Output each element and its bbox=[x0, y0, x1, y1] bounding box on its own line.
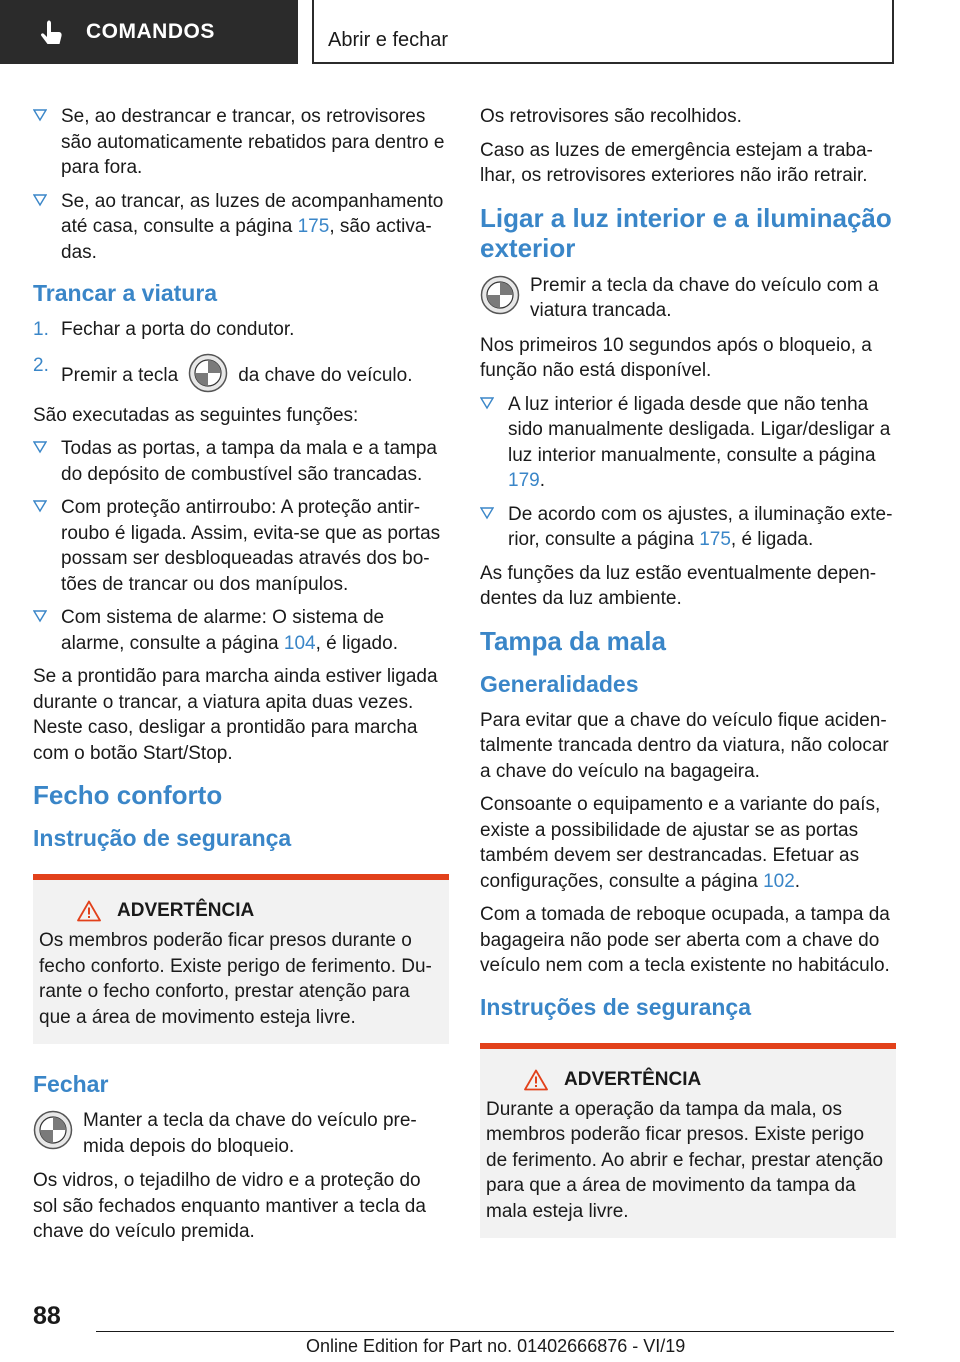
paragraph-text: Consoante o equipamento e a variante do país, existe a possibilidade de ajustar se as portas também devem ser destrancadas. Efetuar as configurações, consulte a página bbox=[480, 794, 881, 892]
step-text: Premir a tecla bbox=[61, 364, 179, 386]
triangle-bullet-icon bbox=[33, 440, 47, 454]
step-number: 2. bbox=[33, 354, 49, 376]
ready-note: Se a prontidão para marcha ainda estiver ligada durante o trancar, a viatura apita duas vezes. Neste caso, desligar a prontidão para marcha com o botão Start/Stop. bbox=[33, 666, 438, 764]
step-item bbox=[33, 317, 449, 343]
warning-text: Os membros poderão ficar presos durante o fecho conforto. Existe perigo de ferimento. Durante o fecho conforto, prestar atenção para que a área de movimento esteja livre. bbox=[39, 930, 432, 1028]
page-link[interactable]: 102 bbox=[763, 870, 795, 892]
key-button-icon bbox=[188, 353, 228, 393]
key-button-icon bbox=[480, 275, 520, 315]
hazard-note: Caso as luzes de emergência estejam a trabalhar, os retrovisores exteriores não irão retrair. bbox=[480, 139, 873, 186]
ambient-note: As funções da luz estão eventualmente dependentes da luz ambiente. bbox=[480, 562, 877, 609]
warning-triangle-icon bbox=[77, 900, 101, 922]
warning-title: ADVERTÊNCIA bbox=[117, 900, 255, 921]
page-link[interactable]: 175 bbox=[699, 529, 731, 550]
bullet-text: , é ligado. bbox=[315, 632, 398, 654]
heading-interior-light: Ligar a luz interior e a iluminação exterior bbox=[480, 202, 892, 263]
chapter-title: COMANDOS bbox=[86, 20, 215, 43]
heading-safety-instructions: Instruções de segurança bbox=[480, 993, 751, 1020]
bullet-text: De acordo com os ajustes, a iluminação exterior, consulte a página bbox=[508, 503, 893, 550]
close-note: Os vidros, o tejadilho de vidro e a proteção do sol são fechados enquanto mantiver a tecla da chave do veículo premida. bbox=[33, 1170, 426, 1242]
bullet-text: Com proteção antirroubo: A proteção antirroubo é ligada. Assim, evita-se que as portas possam ser desbloqueadas através dos botões de trancar ou dos manípulos. bbox=[61, 497, 441, 595]
triangle-bullet-icon bbox=[480, 396, 494, 410]
warning-header bbox=[77, 900, 443, 922]
edition-text: Online Edition for Part no. 01402666876 - VI/19 bbox=[306, 1336, 686, 1356]
bullet-item bbox=[480, 502, 896, 553]
bullet-item bbox=[33, 189, 449, 266]
heading-general: Generalidades bbox=[480, 670, 639, 697]
triangle-bullet-icon bbox=[33, 499, 47, 513]
right-column bbox=[480, 104, 896, 1264]
key-instruction-text: Premir a tecla da chave do veículo com a viatura trancada. bbox=[530, 274, 879, 321]
bullet-text: A luz interior é ligada desde que não tenha sido manualmente desligada. Ligar/desligar a luz interior manualmente, consulte a página bbox=[508, 393, 891, 466]
triangle-bullet-icon bbox=[33, 609, 47, 623]
heading-safety-instruction: Instrução de segurança bbox=[33, 825, 292, 851]
step-text: Fechar a porta do condutor. bbox=[61, 319, 295, 340]
bullet-text: Se, ao destrancar e trancar, os retrovisores são automaticamente rebatidos para dentro e para fora. bbox=[61, 106, 445, 178]
step-item bbox=[33, 353, 449, 393]
page-link[interactable]: 179 bbox=[508, 470, 540, 491]
bullet-text: Com sistema de alarme: O sistema de alarme, consulte a página bbox=[61, 607, 385, 654]
step-number: 1. bbox=[33, 319, 49, 340]
section-title: Abrir e fechar bbox=[328, 29, 449, 51]
heading-close: Fechar bbox=[33, 1071, 109, 1097]
warning-title: ADVERTÊNCIA bbox=[564, 1068, 702, 1090]
bullet-item bbox=[33, 436, 449, 487]
general-paragraph: Para evitar que a chave do veículo fique acidentalmente trancada dentro da viatura, não colocar a chave do veículo na bagageira. bbox=[480, 709, 889, 782]
section-header bbox=[312, 0, 894, 64]
page-number: 88 bbox=[33, 1302, 61, 1330]
warning-triangle-icon bbox=[524, 1069, 548, 1091]
bullet-text: , são activadas. bbox=[61, 216, 432, 263]
bullet-item bbox=[33, 495, 449, 597]
warning-box bbox=[33, 874, 449, 1044]
hand-pointer-icon bbox=[38, 20, 66, 48]
bullet-item bbox=[33, 605, 449, 656]
chapter-tab bbox=[0, 0, 298, 64]
key-instruction bbox=[33, 1108, 449, 1160]
key-button-icon bbox=[33, 1110, 73, 1150]
triangle-bullet-icon bbox=[33, 108, 47, 122]
bullet-text: Se, ao trancar, as luzes de acompanhamento até casa, consulte a página bbox=[61, 190, 444, 237]
delay-note: Nos primeiros 10 segundos após o bloqueio, a função não está disponível. bbox=[480, 334, 872, 381]
functions-intro: São executadas as seguintes funções: bbox=[33, 404, 359, 426]
triangle-bullet-icon bbox=[33, 193, 47, 207]
footer-divider bbox=[96, 1331, 894, 1332]
heading-lock-vehicle: Trancar a viatura bbox=[33, 280, 218, 306]
bullet-text: . bbox=[539, 470, 545, 491]
warning-header bbox=[524, 1069, 890, 1091]
paragraph-text: . bbox=[794, 870, 801, 892]
mirrors-in-text: Os retrovisores são recolhidos. bbox=[480, 106, 742, 127]
page-link[interactable]: 175 bbox=[297, 216, 330, 237]
bullet-item bbox=[480, 392, 896, 494]
warning-text: Durante a operação da tampa da mala, os membros poderão ficar presos. Existe perigo de ferimento. Ao abrir e fechar, prestar atenção para que a área de movimento da tampa da mala esteja livre. bbox=[486, 1098, 884, 1222]
left-column bbox=[33, 104, 449, 1253]
bullet-item bbox=[33, 104, 449, 181]
bullet-text: Todas as portas, a tampa da mala e a tampa do depósito de combustível são trancadas. bbox=[61, 438, 437, 485]
step-text: da chave do veículo. bbox=[238, 364, 413, 386]
page-link[interactable]: 104 bbox=[283, 632, 316, 654]
triangle-bullet-icon bbox=[480, 506, 494, 520]
key-instruction-text: Manter a tecla da chave do veículo premida depois do bloqueio. bbox=[83, 1110, 417, 1157]
general-paragraph bbox=[480, 792, 896, 894]
heading-comfort-close: Fecho conforto bbox=[33, 780, 223, 810]
key-instruction bbox=[480, 273, 896, 325]
general-paragraph: Com a tomada de reboque ocupada, a tampa da bagageira não pode ser aberta com a chave do veículo nem com a tecla existente no habitáculo. bbox=[480, 904, 890, 976]
warning-box bbox=[480, 1043, 896, 1239]
bullet-text: , é ligada. bbox=[730, 529, 814, 550]
heading-trunk-lid: Tampa da mala bbox=[480, 625, 666, 656]
